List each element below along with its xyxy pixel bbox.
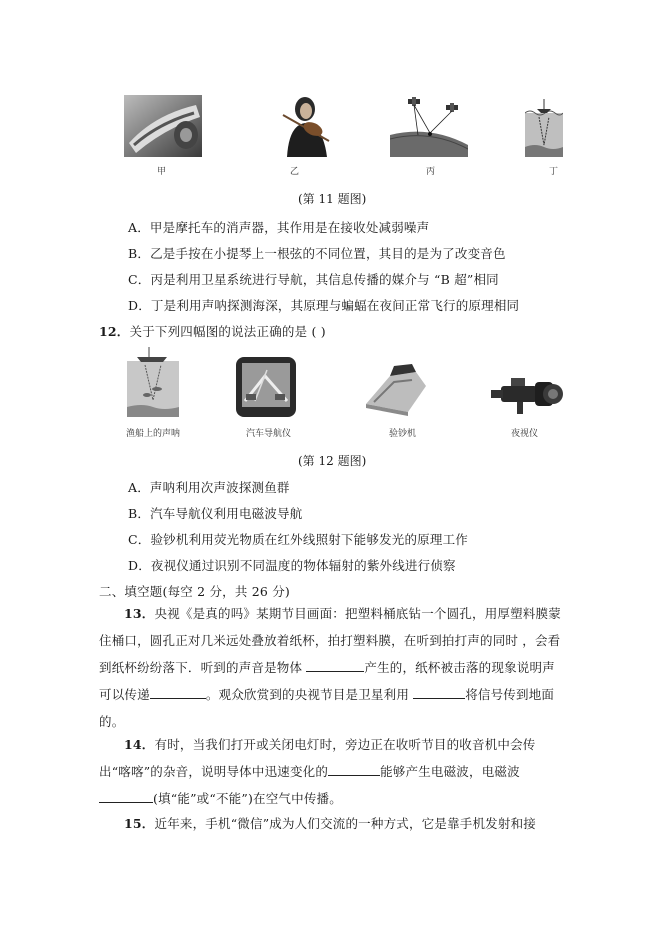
question-number: 12． [99,324,130,339]
q11-option-d: D．丁是利用声呐探测海深，其原理与蝙蝠在夜间正常飞行的原理相同 [128,298,520,313]
q13-paragraph [99,600,561,735]
night-vision-device-icon [487,368,567,418]
car-gps-icon [235,356,297,418]
motorcycle-muffler-icon [124,95,202,157]
figure-banknote-detector-caption: 验钞机 [389,429,417,439]
q12-option-c: C．验钞机利用荧光物质在红外线照射下能够发光的原理工作 [128,532,468,547]
figure-car-gps-caption: 汽车导航仪 [246,429,292,439]
answer-blank[interactable] [413,686,465,699]
q11-option-a: A．甲是摩托车的消声器，其作用是在接收处减弱噪声 [128,220,430,235]
q12-option-b: B．汽车导航仪利用电磁波导航 [128,506,303,521]
q11-option-b: B．乙是手按在小提琴上一根弦的不同位置，其目的是为了改变音色 [128,246,506,261]
figure-car-gps [235,356,297,418]
q13-text-3: 。观众欣赏到的央视节目是卫星利用 [205,687,414,702]
figure-fishing-boat-sonar [127,345,179,417]
figure-caption-q12: (第 12 题图) [298,454,367,468]
q15-paragraph [99,810,561,837]
satellite-navigation-icon [390,95,468,157]
question-number: 14． [124,737,155,752]
question-number: 15． [124,816,155,831]
figure-jia [124,95,202,157]
q12-option-a: A．声呐利用次声波探测鱼群 [128,480,290,495]
figure-ding-caption: 丁 [549,167,559,177]
q12-option-d: D．夜视仪通过识别不同温度的物体辐射的紫外线进行侦察 [128,558,456,573]
violinist-icon [275,95,337,157]
figure-jia-caption: 甲 [157,167,167,177]
sonar-sea-depth-icon [525,95,563,157]
figure-night-vision-device [487,368,567,418]
figure-yi [275,95,337,157]
q15-text-1: 近年来，手机“微信”成为人们交流的一种方式，它是靠手机发射和接 [154,816,536,831]
q12-stem [99,322,326,340]
figure-banknote-detector [360,356,430,418]
answer-blank[interactable] [328,763,380,776]
answer-blank[interactable] [99,790,153,803]
figure-night-vision-device-caption: 夜视仪 [511,429,539,439]
fishing-boat-sonar-icon [127,345,179,417]
q14-text-2: 能够产生电磁波，电磁波 [380,764,520,779]
question-text: 关于下列四幅图的说法正确的是 ( ) [129,324,326,339]
q13-text-2: 产生的，纸杯被击落的现象说明声可以传递 [99,660,555,702]
q14-text-3: (填“能”或“不能”)在空气中传播。 [153,791,342,806]
banknote-detector-icon [360,356,430,418]
figure-yi-caption: 乙 [290,167,300,177]
answer-blank[interactable] [306,659,364,672]
figure-bing [390,95,468,157]
answer-blank[interactable] [150,686,206,699]
q13-text-1: 央视《是真的吗》某期节目画面：把塑料桶底钻一个圆孔，用厚塑料膜蒙住桶口，圆孔正对几米远处叠放着纸杯，拍打塑料膜，在听到拍打声的同时 ，会看到纸杯纷纷落下．听到的声音是物体 [99,606,561,675]
q14-text-1: 有时，当我们打开或关闭电灯时，旁边正在收听节目的收音机中会传出“喀喀”的杂音，说明导体中迅速变化的 [99,737,536,779]
q13-text-4: 将信号传到地面的。 [99,687,555,729]
figure-caption-q11: (第 11 题图) [298,192,367,206]
section-title: 二、填空题(每空 2 分，共 26 分) [99,584,291,599]
q14-paragraph [99,731,561,812]
figure-ding [525,95,563,157]
q11-option-c: C．丙是利用卫星系统进行导航，其信息传播的媒介与 “B 超”相同 [128,272,499,287]
figure-bing-caption: 丙 [426,167,436,177]
figure-fishing-boat-sonar-caption: 渔船上的声呐 [126,429,181,439]
question-number: 13． [124,606,155,621]
